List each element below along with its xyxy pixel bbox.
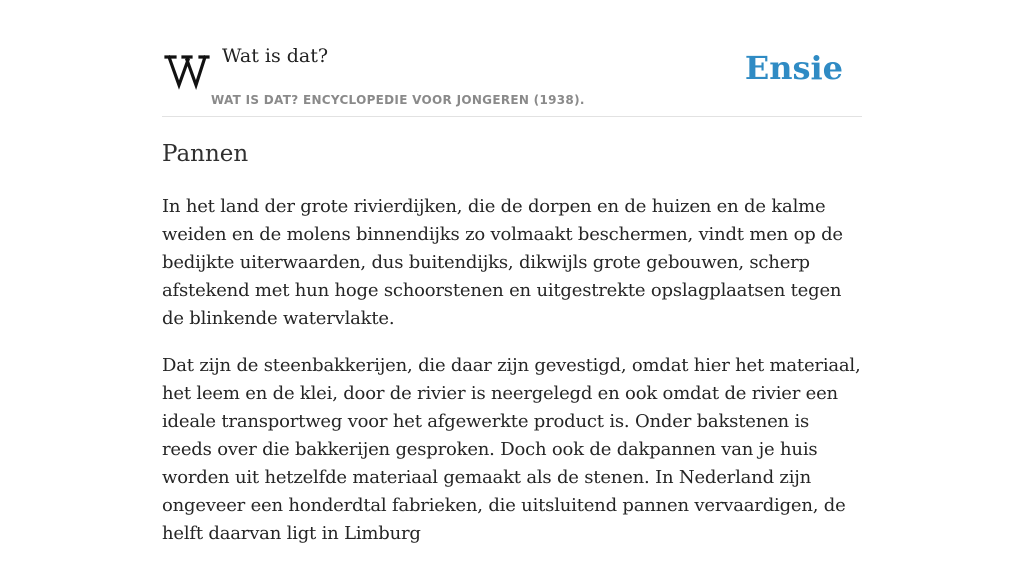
ensie-brand-logo[interactable]: Ensie — [744, 49, 843, 87]
source-attribution: WAT IS DAT? ENCYCLOPEDIE VOOR JONGEREN (1938). — [211, 93, 585, 107]
article-title: Pannen — [162, 141, 249, 167]
site-header — [162, 0, 862, 117]
article-paragraph: Dat zijn de steenbakkerijen, die daar zijn gevestigd, omdat hier het materiaal, het leem en de klei, door de rivier is neergelegd en ook omdat de rivier een ideale transportweg voor het afgewerkte product is. Onder bakstenen is reeds over die bakkerijen gesproken. Doch ook de dakpannen van je huis worden uit hetzelfde materiaal gemaakt als de stenen. In Nederland zijn ongeveer een honderdtal fabrieken, die uitsluitend pannen vervaardigen, de helft daarvan ligt in Limburg — [162, 355, 861, 544]
site-name[interactable]: Wat is dat? — [222, 45, 329, 67]
article-paragraph: In het land der grote rivierdijken, die de dorpen en de huizen en de kalme weiden en de molens binnendijks zo volmaakt beschermen, vindt men op de bedijkte uiterwaarden, dus buitendijks, dikwijls grote gebouwen, scherp afstekend met hun hoge schoorstenen en uitgestrekte opslagplaatsen tegen de blinkende watervlakte. — [162, 196, 843, 329]
wikipedia-logo-icon[interactable] — [165, 52, 209, 90]
article — [162, 138, 862, 567]
